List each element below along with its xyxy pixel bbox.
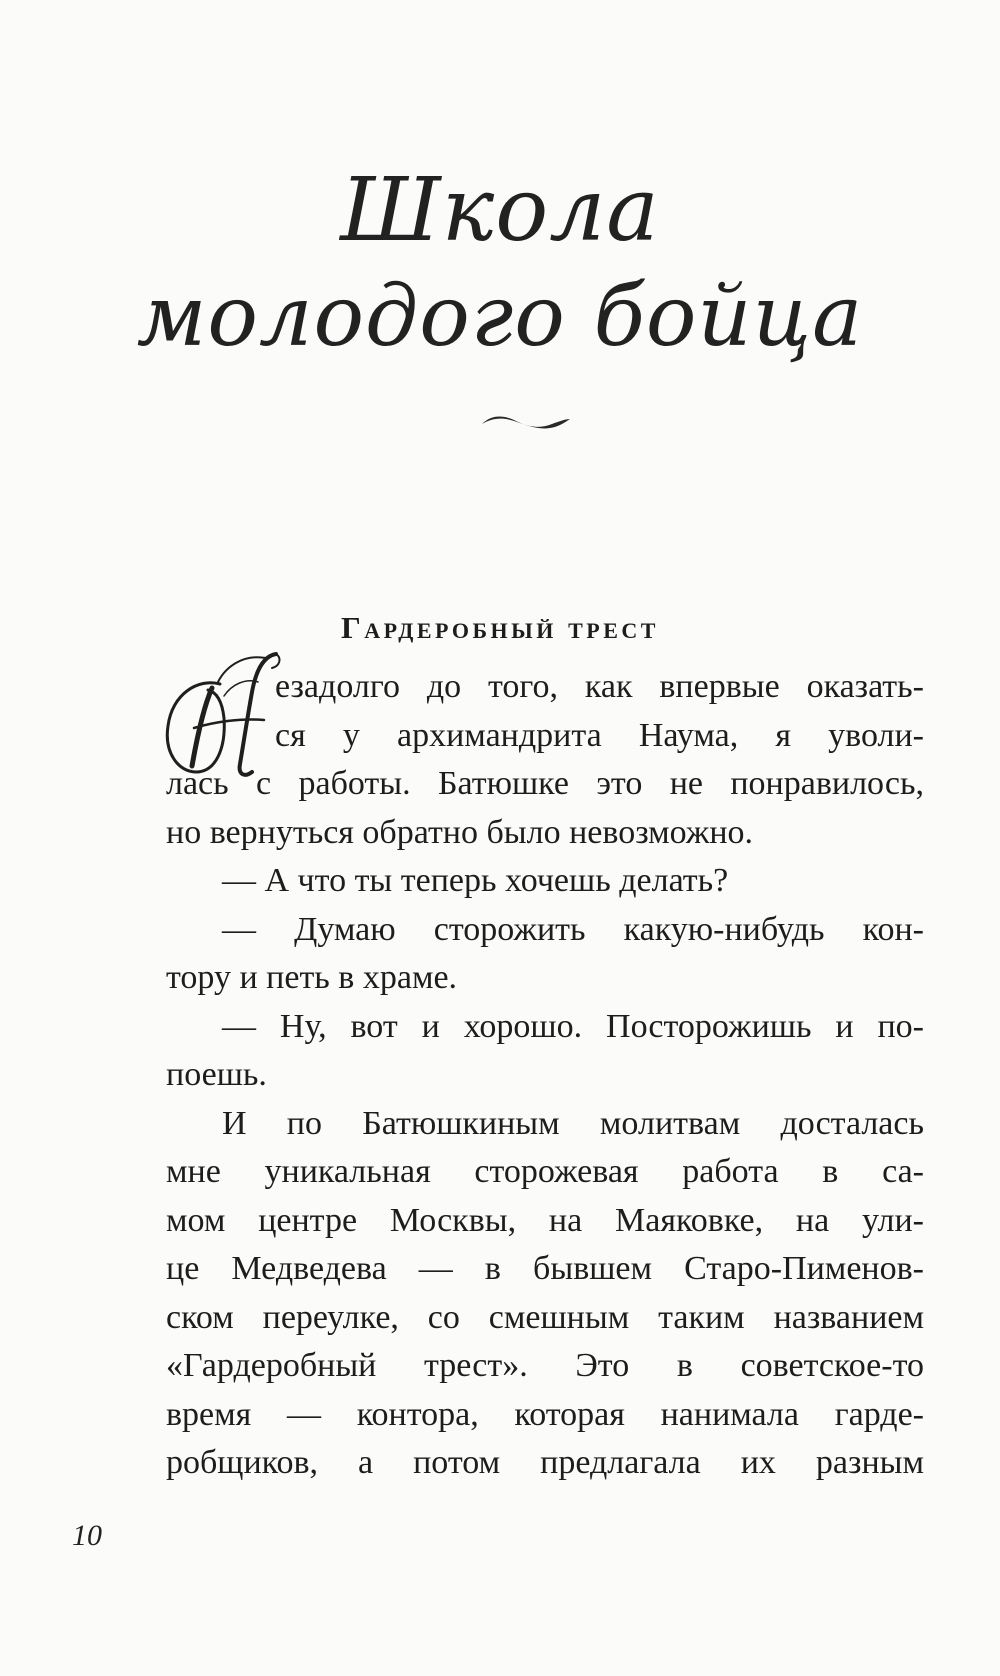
paragraph-line: но вернуться обратно было невозможно. [166,813,754,851]
paragraph-line: лась с работы. Батюшке это не понравилось, [166,765,924,802]
paragraph-line: езадолго до того, как впервые оказать- [275,668,924,705]
paragraph-line: мне уникальная сторожевая работа в са- [166,1153,924,1190]
body-text [166,663,924,1488]
dialogue-line: поешь. [166,1056,267,1093]
paragraph-line: И по Батюшкиным молитвам досталась [222,1104,924,1142]
dialogue-line: тору и петь в храме. [166,959,458,996]
chapter-title-line-2: молодого бойца [136,267,864,365]
paragraph-line: ском переулке, со смешным таким названием [166,1298,924,1336]
page-number: 10 [72,1519,102,1552]
paragraph-line: ся у архимандрита Наума, я уволи- [275,716,924,754]
paragraph-line: робщиков, а потом предлагала их разным [166,1444,924,1481]
drop-cap-letter: Н [160,648,161,649]
paragraph-line: «Гардеробный трест». Это в советское-то [166,1347,924,1384]
dialogue-line: — Ну, вот и хорошо. Посторожишь и по- [222,1007,924,1045]
tilde-flourish-divider-icon [480,412,572,432]
dialogue-line: — Думаю сторожить какую-нибудь кон- [222,910,924,948]
paragraph-line: це Медведева — в бывшем Старо-Пименов- [166,1250,924,1287]
paragraph-line: время — контора, которая нанимала гарде- [166,1395,924,1433]
paragraph-line: мом центре Москвы, на Маяковке, на ули- [166,1201,924,1239]
chapter-title-line-1: Школа [340,158,660,261]
section-title: Гардеробный трест [341,610,659,645]
dialogue-line: — А что ты теперь хочешь делать? [222,862,729,899]
